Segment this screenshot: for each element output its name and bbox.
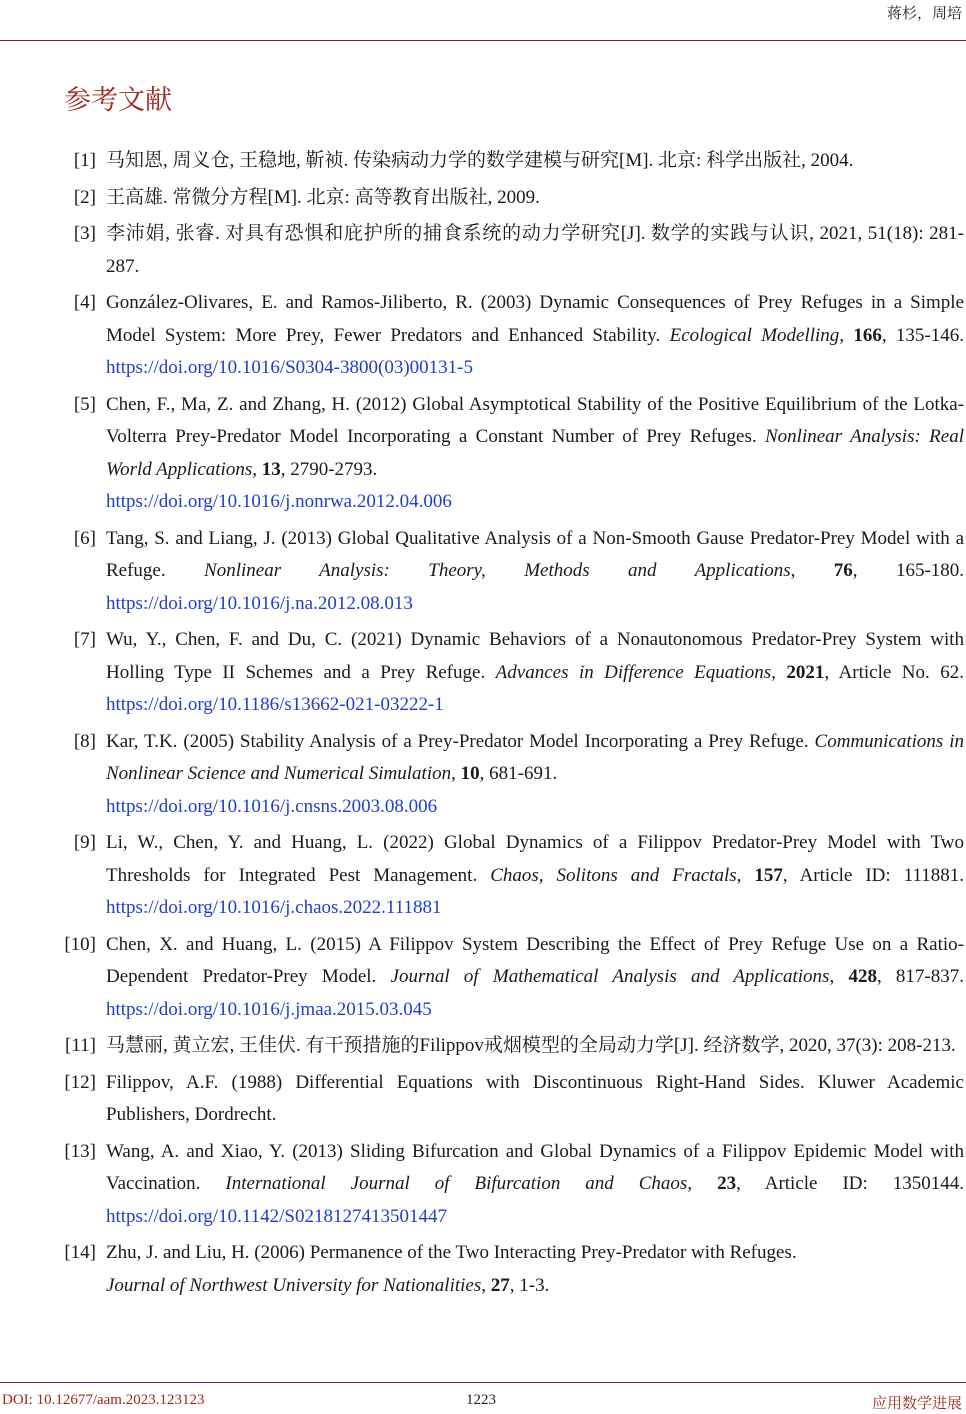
reference-item: [13] Wang, A. and Xiao, Y. (2013) Sliding Bifurcation and Global Dynamics of a Filippov Epidemic Model with Vaccination. International Journal of Bifurcation and Chaos, 23, Article ID: 1350144. https://doi.org/10.1142/S0218127413501447 [0, 1136, 966, 1234]
reference-number: [4] [73, 292, 96, 313]
reference-list [0, 145, 966, 1306]
reference-number: [5] [73, 393, 96, 415]
reference-text: Wu, Y., Chen, F. and Du, C. (2021) Dynamic Behaviors of a Nonautonomous Predator-Prey System with Holling Type II Schemes and a Prey Refuge. [106, 629, 964, 683]
reference-item: [14] Zhu, J. and Liu, H. (2006) Permanence of the Two Interacting Prey-Predator with Refuges. Journal of Northwest University for Nationalities, 27, 1-3. [0, 1237, 966, 1302]
reference-number: [14] [64, 1242, 96, 1263]
volume-number: 157 [754, 864, 783, 886]
reference-number: [7] [73, 629, 96, 650]
reference-text: Kar, T.K. (2005) Stability Analysis of a Prey-Predator Model Incorporating a Prey Refuge. [106, 730, 815, 752]
reference-text: 王高雄. 常微分方程[M]. 北京: 高等教育出版社, 2009. [106, 186, 540, 208]
reference-item [0, 1030, 966, 1063]
reference-text: Li, W., Chen, Y. and Huang, L. (2022) Global Dynamics of a Filippov Predator-Prey Model with Two Thresholds for Integrated Pest Management. [106, 832, 964, 886]
reference-pages: , Article ID: 1350144. [736, 1173, 965, 1194]
reference-item [0, 145, 966, 178]
page-number: 1223 [466, 1392, 496, 1408]
doi-link[interactable]: https://doi.org/10.1016/j.cnsns.2003.08.006 [106, 795, 438, 817]
doi-link[interactable]: https://doi.org/10.1016/j.na.2012.08.013 [106, 592, 413, 614]
reference-item: [7] Wu, Y., Chen, F. and Du, C. (2021) Dynamic Behaviors of a Nonautonomous Predator-Prey System with Holling Type II Schemes and a Prey Refuge. Advances in Difference Equations, 2021, Article No. 62. https://doi.org/10.1186/s13662-021-03222-1 [0, 624, 966, 722]
reference-text: Wang, A. and Xiao, Y. (2013) Sliding Bifurcation and Global Dynamics of a Filippov Epidemic Model with Vaccination. [106, 1140, 964, 1194]
reference-text: Zhu, J. and Liu, H. (2006) Permanence of the Two Interacting Prey-Predator with Refuges. [106, 1242, 797, 1263]
volume-number: 10 [460, 763, 480, 784]
reference-number: [2] [73, 186, 96, 208]
reference-number: [9] [73, 832, 96, 853]
reference-item [0, 182, 966, 215]
reference-item: [10] Chen, X. and Huang, L. (2015) A Filippov System Describing the Effect of Prey Refuge Use on a Ratio-Dependent Predator-Prey Model. Journal of Mathematical Analysis and Applications, 428, 817-837. https://doi.org/10.1016/j.jmaa.2015.03.045 [0, 929, 966, 1027]
reference-number: [6] [73, 527, 96, 549]
reference-number: [11] [65, 1035, 96, 1056]
reference-pages: , 165-180. [852, 560, 965, 581]
running-head-authors: 蒋杉，周培 [886, 6, 962, 22]
reference-number: [13] [64, 1140, 96, 1162]
reference-text: 马知恩, 周义仓, 王稳地, 靳祯. 传染病动力学的数学建模与研究[M]. 北京: 科学出版社, 2004. [106, 150, 854, 171]
volume-number: 27 [490, 1274, 510, 1296]
journal-name: Chaos, Solitons and Fractals [490, 864, 737, 886]
volume-number: 23 [717, 1173, 737, 1194]
page-footer [0, 1382, 966, 1414]
volume-number: 166 [853, 324, 882, 346]
volume-number: 428 [848, 966, 877, 987]
reference-item: [9] Li, W., Chen, Y. and Huang, L. (2022) Global Dynamics of a Filippov Predator-Prey Model with Two Thresholds for Integrated Pest Management. Chaos, Solitons and Fractals, 157, Article ID: 111881. https://doi.org/10.1016/j.chaos.2022.111881 [0, 827, 966, 925]
reference-item [0, 218, 966, 283]
reference-text: Filippov, A.F. (1988) Differential Equations with Discontinuous Right-Hand Sides. Kluwer Academic Publishers, Dordrecht. [106, 1071, 964, 1125]
reference-number: [1] [73, 150, 96, 171]
doi-link[interactable]: https://doi.org/10.1142/S0218127413501447 [106, 1205, 447, 1227]
reference-pages: , 135-146. [881, 324, 965, 346]
reference-number: [12] [64, 1071, 96, 1093]
doi-link[interactable]: https://doi.org/10.1016/S0304-3800(03)00131-5 [106, 357, 473, 378]
footer-journal-name: 应用数学进展 [871, 1396, 962, 1412]
reference-pages: , Article No. 62. [824, 661, 964, 683]
reference-text: Chen, F., Ma, Z. and Zhang, H. (2012) Global Asymptotical Stability of the Positive Equilibrium of the Lotka-Volterra Prey-Predator Model Incorporating a Constant Number of Prey Refuges. [106, 393, 964, 447]
reference-text: González-Olivares, E. and Ramos-Jiliberto, R. (2003) Dynamic Consequences of Prey Refuges in a Simple Model System: More Prey, Fewer Predators and Enhanced Stability. [106, 292, 964, 346]
reference-number: [10] [64, 933, 96, 955]
reference-item: [5] Chen, F., Ma, Z. and Zhang, H. (2012) Global Asymptotical Stability of the Positive Equilibrium of the Lotka-Volterra Prey-Predator Model Incorporating a Constant Number of Prey Refuges. Nonlinear Analysis: Real World Applications, 13, 2790-2793. https://doi.org/10.1016/j.nonrwa.2012.04.006 [0, 389, 966, 519]
reference-text: Tang, S. and Liang, J. (2013) Global Qualitative Analysis of a Non-Smooth Gause Predator-Prey Model with a Refuge. [106, 527, 964, 581]
reference-number: [8] [73, 730, 96, 752]
reference-item [0, 1067, 966, 1132]
reference-pages: , 681-691. [479, 763, 558, 784]
journal-name: Journal of Mathematical Analysis and Applications [390, 966, 830, 987]
reference-pages: , 1-3. [509, 1274, 550, 1296]
reference-item: [8] Kar, T.K. (2005) Stability Analysis of a Prey-Predator Model Incorporating a Prey Refuge. Communications in Nonlinear Science and Numerical Simulation, 10, 681-691. https://doi.org/10.1016/j.cnsns.2003.08.006 [0, 726, 966, 824]
reference-text: Chen, X. and Huang, L. (2015) A Filippov System Describing the Effect of Prey Refuge Use on a Ratio-Dependent Predator-Prey Model. [106, 933, 964, 987]
reference-item: [4] González-Olivares, E. and Ramos-Jiliberto, R. (2003) Dynamic Consequences of Prey Refuges in a Simple Model System: More Prey, Fewer Predators and Enhanced Stability. Ecological Modelling, 166, 135-146. https://doi.org/10.1016/S0304-3800(03)00131-5 [0, 287, 966, 385]
doi-link[interactable]: https://doi.org/10.1016/j.chaos.2022.111881 [106, 897, 442, 918]
journal-name: Communications in Nonlinear Science and Numerical Simulation [106, 730, 964, 784]
reference-text: 马慧丽, 黄立宏, 王佳伏. 有干预措施的Filippov戒烟模型的全局动力学[J]. 经济数学, 2020, 37(3): 208-213. [106, 1035, 956, 1056]
volume-number: 76 [833, 560, 853, 581]
volume-number: 13 [261, 458, 281, 480]
doi-link[interactable]: https://doi.org/10.1186/s13662-021-03222-1 [106, 694, 444, 715]
reference-number: [3] [73, 223, 96, 244]
journal-name: International Journal of Bifurcation and Chaos [225, 1173, 688, 1194]
doi-link[interactable]: https://doi.org/10.1016/j.nonrwa.2012.04.006 [106, 491, 452, 512]
reference-pages: , 2790-2793. [280, 458, 378, 480]
page-header [0, 0, 966, 41]
volume-number: 2021 [786, 661, 825, 683]
journal-name: Nonlinear Analysis: Theory, Methods and Applications [204, 560, 791, 581]
journal-name: Nonlinear Analysis: Real World Applications [106, 426, 964, 480]
journal-name: Advances in Difference Equations [495, 661, 772, 683]
doi-link[interactable]: https://doi.org/10.1016/j.jmaa.2015.03.045 [106, 998, 432, 1020]
reference-item: [6] Tang, S. and Liang, J. (2013) Global Qualitative Analysis of a Non-Smooth Gause Predator-Prey Model with a Refuge. Nonlinear Analysis: Theory, Methods and Applications, 76, 165-180. https://doi.org/10.1016/j.na.2012.08.013 [0, 523, 966, 621]
reference-pages: , Article ID: 111881. [782, 864, 965, 886]
reference-text: 李沛娟, 张睿. 对具有恐惧和庇护所的捕食系统的动力学研究[J]. 数学的实践与认识, 2021, 51(18): 281-287. [106, 223, 964, 277]
journal-name: Journal of Northwest University for Nationalities [106, 1274, 482, 1296]
footer-doi: DOI: 10.12677/aam.2023.123123 [2, 1392, 205, 1408]
section-title: 参考文献 [64, 85, 172, 116]
journal-name: Ecological Modelling [669, 324, 840, 346]
reference-pages: , 817-837. [876, 966, 965, 987]
